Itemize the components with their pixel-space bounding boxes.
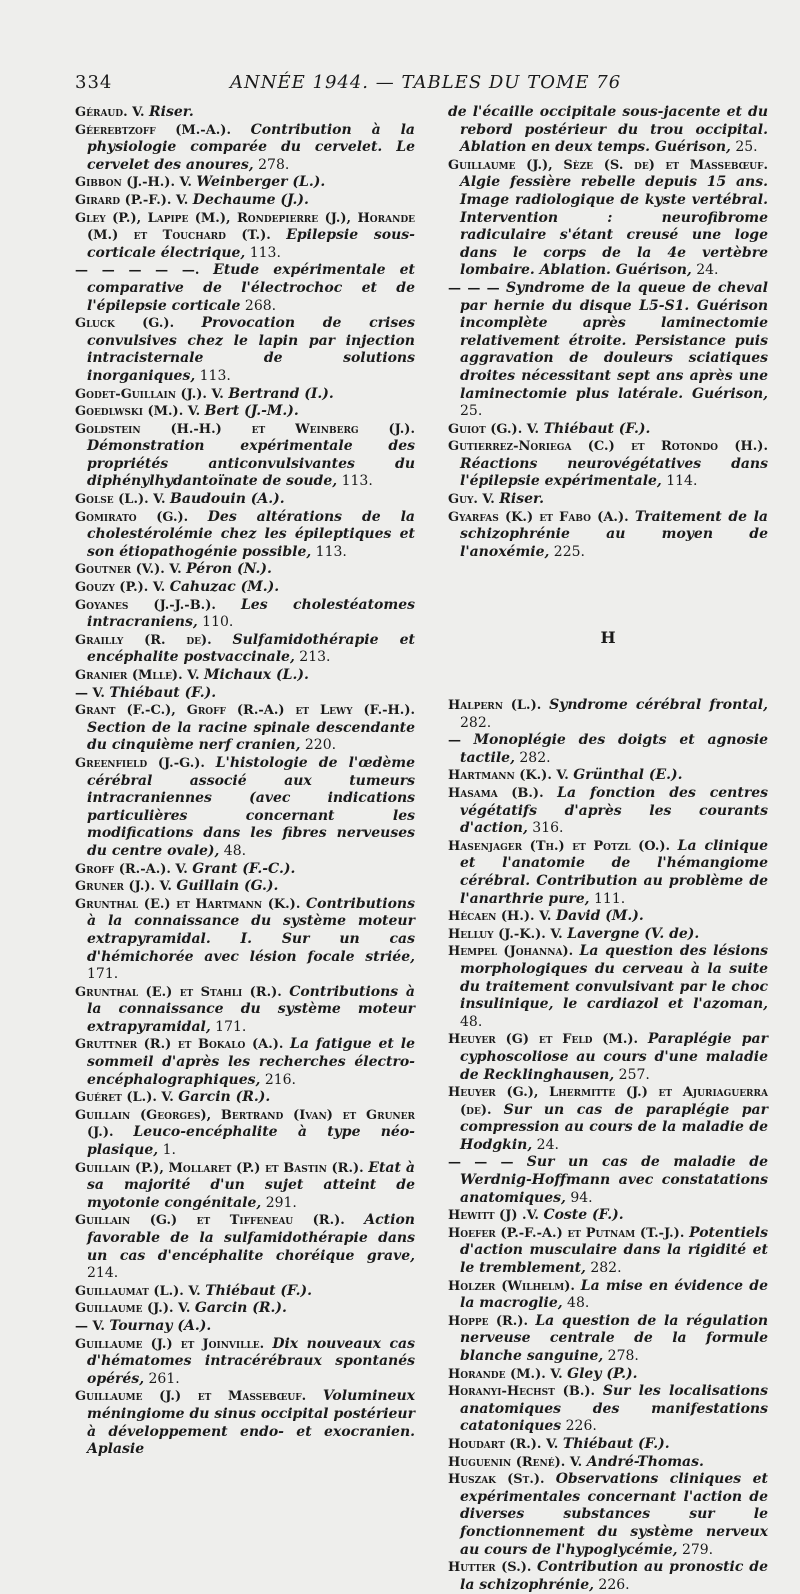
- entry-title: Péron (N.).: [186, 561, 272, 578]
- index-entry: [75, 1107, 415, 1160]
- entry-title: Baudouin (A.).: [170, 491, 285, 508]
- index-entry: [448, 1278, 768, 1313]
- entry-page-ref: 282.: [514, 749, 551, 766]
- entry-title: Thiébaut (F.).: [205, 1282, 312, 1299]
- entry-author: Grant (F.-C.), Groff (R.-A.) et Lewy (F.-H.).: [75, 703, 415, 719]
- entry-page-ref: 110.: [197, 614, 234, 631]
- entry-author: Goyanes (J.-J.-B.).: [75, 597, 241, 613]
- index-entry: [448, 1383, 768, 1436]
- entry-page-ref: 268.: [240, 297, 277, 314]
- index-entry: [448, 438, 768, 491]
- index-entry: [75, 561, 415, 579]
- index-entry: [448, 1207, 768, 1225]
- entry-page-ref: 171.: [87, 966, 119, 983]
- entry-author: Gyarfas (K.) et Fabo (A.).: [448, 509, 635, 525]
- entry-author: — V.: [75, 1318, 110, 1334]
- index-entry: [448, 1154, 768, 1207]
- entry-title: Dix nouveaux cas d'hématomes intracérébraux spontanés opérés,: [87, 1335, 415, 1387]
- index-entry: [448, 1366, 768, 1384]
- index-entry: [448, 943, 768, 1031]
- index-entry: [448, 1559, 768, 1594]
- index-entry: [448, 280, 768, 421]
- index-entry: [448, 838, 768, 908]
- entry-title: de l'écaille occipitale sous-jacente et du rebord postérieur du trou occipital. Ablation en deux temps. Guérison,: [448, 104, 768, 156]
- index-entry: [448, 1471, 768, 1559]
- entry-title: Syndrome de la queue de cheval par hernie du disque L5-S1. Guérison incomplète après laminectomie relativement étroite. Persistance puis aggravation de douleurs sciatiques droites nécessitant sept ans après une laminectomie plus latérale. Guérison,: [460, 279, 768, 402]
- index-entry: [75, 702, 415, 755]
- page-number: 334: [75, 72, 113, 93]
- entry-title: Potentiels d'action musculaire dans la rigidité et le tremblement,: [460, 1224, 768, 1277]
- index-entry: [75, 1388, 415, 1458]
- entry-title: Réactions neurovégétatives dans l'épilepsie expérimentale,: [460, 455, 768, 490]
- entry-title: Traitement de la schizophrénie au moyen de l'anoxémie,: [460, 508, 768, 560]
- entry-title: Weinberger (L.).: [196, 174, 326, 191]
- entry-author: Gruttner (R.) et Bokalo (A.).: [75, 1037, 290, 1053]
- entry-title: Sur un cas de maladie de Werdnig-Hoffmann avec constatations anatomiques,: [460, 1154, 768, 1206]
- entry-author: Granier (Mlle). V.: [75, 668, 204, 683]
- right-column-g-entries: [448, 104, 768, 561]
- entry-page-ref: 291.: [261, 1194, 297, 1211]
- entry-author: — — — — —.: [75, 263, 214, 279]
- entry-title: Coste (F.).: [543, 1207, 624, 1224]
- entry-title: Guillain (G.).: [176, 878, 279, 895]
- entry-author: Gluck (G.).: [75, 316, 202, 332]
- entry-page-ref: 48.: [460, 1013, 483, 1030]
- entry-author: Girard (P.-F.). V.: [75, 192, 193, 208]
- entry-title: Syndrome cérébral frontal,: [549, 697, 768, 714]
- entry-author: Grunthal (E.) et Stahli (R.).: [75, 984, 290, 1000]
- entry-author: Hewitt (J) .V.: [448, 1208, 544, 1224]
- index-entry: [75, 1089, 415, 1107]
- entry-author: Hempel (Johanna).: [448, 944, 580, 960]
- entry-author: Guillain (P.), Mollaret (P.) et Bastin (R.).: [75, 1160, 369, 1176]
- entry-author: Greenfield (J.-G.).: [75, 755, 216, 771]
- entry-page-ref: 278.: [603, 1348, 639, 1364]
- entry-author: Hasenjager (Th.) et Potzl (O.).: [448, 838, 678, 854]
- entry-author: Guillaume (J.) et Joinville.: [75, 1336, 273, 1352]
- entry-title: Sur un cas de paraplégie par compression au cours de la maladie de Hodgkin,: [460, 1101, 768, 1153]
- entry-page-ref: 114.: [661, 473, 698, 490]
- entry-title: La fonction des centres végétatifs d'après les courants d'action,: [460, 785, 768, 837]
- entry-author: Guiot (G.). V.: [448, 421, 544, 437]
- entry-title: Michaux (L.).: [204, 667, 309, 683]
- index-entry: [75, 632, 415, 667]
- index-entry: [448, 1313, 768, 1366]
- entry-page-ref: 278.: [253, 156, 290, 173]
- entry-title: Section de la racine spinale descendante du cinquième nerf cranien,: [87, 719, 415, 754]
- entry-author: Goedlwski (M.). V.: [75, 404, 205, 420]
- entry-title: Etat à sa majorité d'un sujet atteint de myotonie congénitale,: [87, 1159, 416, 1211]
- entry-page-ref: 214.: [87, 1265, 119, 1282]
- entry-title: La clinique et l'anatomie de l'hémangiome cérébral. Contribution au problème de l'anarthrie pure,: [460, 837, 769, 907]
- index-entry: [75, 755, 415, 861]
- entry-title: La mise en évidence de la macroglie,: [460, 1277, 769, 1312]
- entry-author: Huszak (St.).: [448, 1472, 556, 1488]
- entry-title: Sulfamidothérapie et encéphalite postvaccinale,: [87, 631, 415, 666]
- entry-author: — V.: [75, 685, 110, 701]
- index-entry: [75, 1160, 415, 1213]
- entry-title: La question de la régulation nerveuse centrale de la formule blanche sanguine,: [460, 1312, 769, 1364]
- entry-page-ref: 113.: [337, 473, 373, 490]
- entry-title: Observations cliniques et expérimentales concernant l'action de diverses substances sur le fonctionnement du système nerveux au cours de l'hypoglycémie,: [460, 1471, 769, 1558]
- entry-title: Action favorable de la sulfamidothérapie dans un cas d'encéphalite choréique grave,: [87, 1212, 415, 1264]
- entry-author: Gouzy (P.). V.: [75, 580, 170, 596]
- index-entry: [448, 785, 768, 838]
- index-entry: [75, 896, 415, 984]
- index-entry: [75, 1336, 415, 1389]
- entry-page-ref: 225.: [549, 543, 585, 560]
- index-entry: [75, 667, 415, 685]
- entry-author: Houdart (R.). V.: [448, 1436, 563, 1452]
- entry-author: Huguenin (René). V.: [448, 1454, 587, 1470]
- entry-author: Hutter (S.).: [448, 1560, 537, 1576]
- entry-author: Guillaume (J.), Sèze (S. de) et Massebœuf.: [448, 157, 768, 173]
- index-entry: [75, 174, 415, 192]
- entry-page-ref: 226.: [561, 1418, 597, 1435]
- index-entry: [75, 315, 415, 385]
- entry-author: — — —: [448, 280, 507, 296]
- entry-title: La fatigue et le sommeil d'après les recherches électro-encéphalographiques,: [87, 1036, 416, 1088]
- entry-page-ref: 113.: [311, 543, 347, 560]
- entry-author: Guillain (G.) et Tiffeneau (R.).: [75, 1213, 365, 1229]
- entry-title: Gley (P.).: [567, 1365, 638, 1382]
- index-entry: [75, 878, 415, 896]
- index-entry: [75, 210, 415, 263]
- entry-page-ref: 282.: [585, 1260, 622, 1277]
- entry-title: Bertrand (I.).: [228, 385, 334, 402]
- entry-author: Halpern (L.).: [448, 698, 550, 714]
- index-entry: [448, 509, 768, 562]
- entry-author: Guillaume (J.) et Massebœuf.: [75, 1389, 323, 1405]
- entry-title: Cahuzac (M.).: [169, 579, 280, 596]
- entry-author: Hartmann (K.). V.: [448, 768, 574, 784]
- entry-author: Helluy (J.-K.). V.: [448, 926, 568, 942]
- index-entry: [75, 104, 415, 122]
- entry-title: Contributions à la connaissance du système moteur extrapyramidal,: [87, 983, 415, 1035]
- index-entry: [75, 491, 415, 509]
- index-entry: [75, 192, 415, 210]
- index-entry: [448, 1031, 768, 1084]
- entry-author: Guillaumat (L.). V.: [75, 1283, 206, 1299]
- index-entry: [75, 421, 415, 491]
- index-entry: [448, 1225, 768, 1278]
- entry-author: Guillain (Georges), Bertrand (Ivan) et Gruner (J.).: [75, 1107, 415, 1141]
- entry-author: Grunthal (E.) et Hartmann (K.).: [75, 896, 307, 912]
- entry-author: Hoppe (R.).: [448, 1313, 536, 1329]
- entry-author: Grailly (R. de).: [75, 632, 233, 648]
- entry-title: Volumineux méningiome du sinus occipital postérieur à développement endo- et exocranien. Aplasie: [87, 1388, 415, 1458]
- index-entry: [448, 732, 768, 767]
- entry-page-ref: 257.: [614, 1066, 650, 1083]
- index-entry: [75, 984, 415, 1037]
- entry-author: Gomirato (G.).: [75, 509, 208, 525]
- entry-title: La question des lésions morphologiques du cerveau à la suite du traitement convulsivant par le choc insulinique, le cardiazol et l'azoman,: [460, 943, 768, 1013]
- right-column-h-entries: [448, 697, 768, 1594]
- entry-author: Guéret (L.). V.: [75, 1090, 179, 1106]
- entry-title: Grünthal (E.).: [573, 767, 683, 784]
- index-entry: [448, 1454, 768, 1472]
- entry-author: Hécaen (H.). V.: [448, 909, 556, 925]
- entry-page-ref: 279.: [677, 1541, 714, 1558]
- entry-page-ref: 113.: [245, 244, 281, 261]
- entry-page-ref: 220.: [300, 737, 337, 754]
- entry-title: Etude expérimentale et comparative de l'électrochoc et de l'épilepsie corticale: [87, 262, 415, 314]
- entry-page-ref: 48.: [562, 1295, 590, 1312]
- index-entry: [75, 262, 415, 315]
- entry-title: Contribution à la physiologie comparée du cervelet. Le cervelet des anoures,: [87, 121, 415, 173]
- index-entry: [448, 697, 768, 732]
- entry-page-ref: 316.: [527, 820, 564, 837]
- entry-author: Heuyer (G.), Lhermitte (J.) et Ajuriaguerra (de).: [448, 1085, 768, 1118]
- entry-title: Garcin (R.).: [194, 1300, 287, 1317]
- entry-author: Guillaume (J.). V.: [75, 1301, 195, 1317]
- entry-title: Leuco-encéphalite à type néo-plasique,: [87, 1124, 415, 1159]
- entry-page-ref: 282.: [460, 714, 492, 731]
- entry-author: —: [448, 733, 474, 749]
- index-entry: [448, 1084, 768, 1154]
- entry-title: Contribution au pronostic de la schizophrénie,: [460, 1559, 769, 1593]
- entry-author: Goutner (V.). V.: [75, 562, 187, 578]
- entry-author: Groff (R.-A.). V.: [75, 861, 193, 877]
- index-entry: [448, 767, 768, 785]
- entry-page-ref: 94.: [565, 1189, 593, 1206]
- entry-title: David (M.).: [555, 908, 644, 925]
- entry-title: Garcin (R.).: [178, 1089, 271, 1106]
- entry-author: Horanyi-Hechst (B.).: [448, 1384, 603, 1400]
- entry-title: Thiébaut (F.).: [562, 1435, 670, 1452]
- entry-title: Provocation de crises convulsives chez le lapin par injection intracisternale de solutions inorganiques,: [87, 315, 415, 384]
- index-entry: [448, 908, 768, 926]
- entry-title: L'histologie de l'œdème cérébral associé aux tumeurs intracraniennes (avec indications particulières concernant les modifications dans les fibres nerveuses du centre ovale),: [87, 754, 416, 859]
- index-entry: [75, 1283, 415, 1301]
- entry-author: Heuyer (G) et Feld (M.).: [448, 1032, 648, 1048]
- left-column: [75, 104, 415, 1459]
- entry-title: Démonstration expérimentale des propriétés anticonvulsivantes du diphénylhydantoïnate de soude,: [87, 438, 415, 490]
- entry-author: Gley (P.), Lapipe (M.), Rondepierre (J.), Horande (M.) et Touchard (T.).: [75, 210, 415, 244]
- entry-title: Dechaume (J.).: [192, 191, 309, 208]
- entry-author: Guy. V.: [448, 492, 500, 508]
- index-entry: [75, 597, 415, 632]
- entry-title: Monoplégie des doigts et agnosie tactile,: [460, 732, 768, 766]
- entry-author: Géerebtzoff (M.-A.).: [75, 122, 251, 138]
- index-entry: [75, 579, 415, 597]
- running-title: ANNÉE 1944. — TABLES DU TOME 76: [230, 72, 622, 93]
- entry-title: André-Thomas.: [586, 1453, 704, 1470]
- entry-title: Tournay (A.).: [109, 1317, 212, 1334]
- entry-title: Des altérations de la cholestérolémie chez les épileptiques et son étiopathogénie possible,: [87, 508, 415, 560]
- entry-title: Thiébaut (F.).: [543, 420, 651, 437]
- entry-title: Riser.: [149, 104, 194, 120]
- entry-author: Godet-Guillain (J.). V.: [75, 386, 229, 402]
- entry-author: Hoefer (P.-F.-A.) et Putnam (T.-J.).: [448, 1225, 690, 1241]
- index-entry: [75, 1300, 415, 1318]
- entry-title: Sur les localisations anatomiques des manifestations catatoniques: [460, 1383, 768, 1435]
- entry-title: Les cholestéatomes intracraniens,: [87, 596, 415, 631]
- index-entry: [75, 1318, 415, 1336]
- entry-title: Riser.: [499, 491, 545, 508]
- entry-page-ref: 213.: [294, 649, 331, 666]
- entry-page-ref: 25.: [730, 139, 758, 156]
- index-entry: [75, 122, 415, 175]
- entry-author: Gutierrez-Noriega (C.) et Rotondo (H.).: [448, 439, 768, 455]
- index-entry: [75, 386, 415, 404]
- entry-page-ref: 216.: [260, 1071, 296, 1088]
- index-entry: [75, 1036, 415, 1089]
- entry-author: Holzer (Wilhelm).: [448, 1278, 581, 1294]
- index-entry: [448, 421, 768, 439]
- entry-title: Contributions à la connaissance du système moteur extrapyramidal. I. Sur un cas d'hémichorée avec lésion focale striée,: [87, 895, 415, 965]
- section-letter: H: [600, 628, 616, 648]
- entry-page-ref: 1.: [158, 1142, 176, 1159]
- entry-title: Epilepsie sous-corticale électrique,: [87, 227, 415, 261]
- entry-author: Gruner (J.). V.: [75, 879, 177, 895]
- index-entry: [448, 926, 768, 944]
- entry-page-ref: 226.: [593, 1576, 630, 1593]
- entry-author: Géraud. V.: [75, 105, 149, 120]
- index-entry: [448, 1436, 768, 1454]
- entry-author: Hasama (B.).: [448, 786, 558, 801]
- index-entry: [75, 509, 415, 562]
- entry-title: Paraplégie par cyphoscoliose au cours d'une maladie de Recklinghausen,: [460, 1031, 768, 1083]
- index-entry: [448, 491, 768, 509]
- index-entry: [448, 104, 768, 157]
- entry-page-ref: 48.: [219, 842, 247, 859]
- entry-page-ref: 24.: [691, 262, 719, 279]
- index-entry: [75, 1212, 415, 1282]
- entry-author: — — —: [448, 1155, 527, 1171]
- entry-author: Gibbon (J.-H.). V.: [75, 175, 197, 191]
- entry-page-ref: 25.: [460, 403, 483, 420]
- entry-title: Algie fessière rebelle depuis 15 ans. Image radiologique de kyste vertébral. Intervention : neurofibrome radiculaire s'étant creusé une loge dans le corps de la 4e vertèbre lombaire. Ablation. Guérison,: [460, 174, 768, 279]
- entry-title: Thiébaut (F.).: [109, 684, 217, 701]
- entry-page-ref: 113.: [195, 367, 231, 384]
- right-column: [448, 104, 768, 1594]
- entry-page-ref: 171.: [210, 1018, 247, 1035]
- entry-author: Golse (L.). V.: [75, 492, 171, 508]
- index-entry: [75, 861, 415, 879]
- entry-author: Horande (M.). V.: [448, 1366, 568, 1382]
- entry-page-ref: 261.: [144, 1370, 180, 1387]
- entry-page-ref: 24.: [532, 1136, 559, 1153]
- entry-title: Grant (F.-C.).: [192, 860, 296, 877]
- index-entry: [75, 685, 415, 703]
- entry-title: Bert (J.-M.).: [204, 403, 299, 420]
- entry-author: Goldstein (H.-H.) et Weinberg (J.).: [75, 421, 415, 437]
- entry-page-ref: 111.: [589, 890, 626, 907]
- entry-title: Lavergne (V. de).: [567, 925, 700, 942]
- index-entry: [448, 157, 768, 280]
- index-entry: [75, 403, 415, 421]
